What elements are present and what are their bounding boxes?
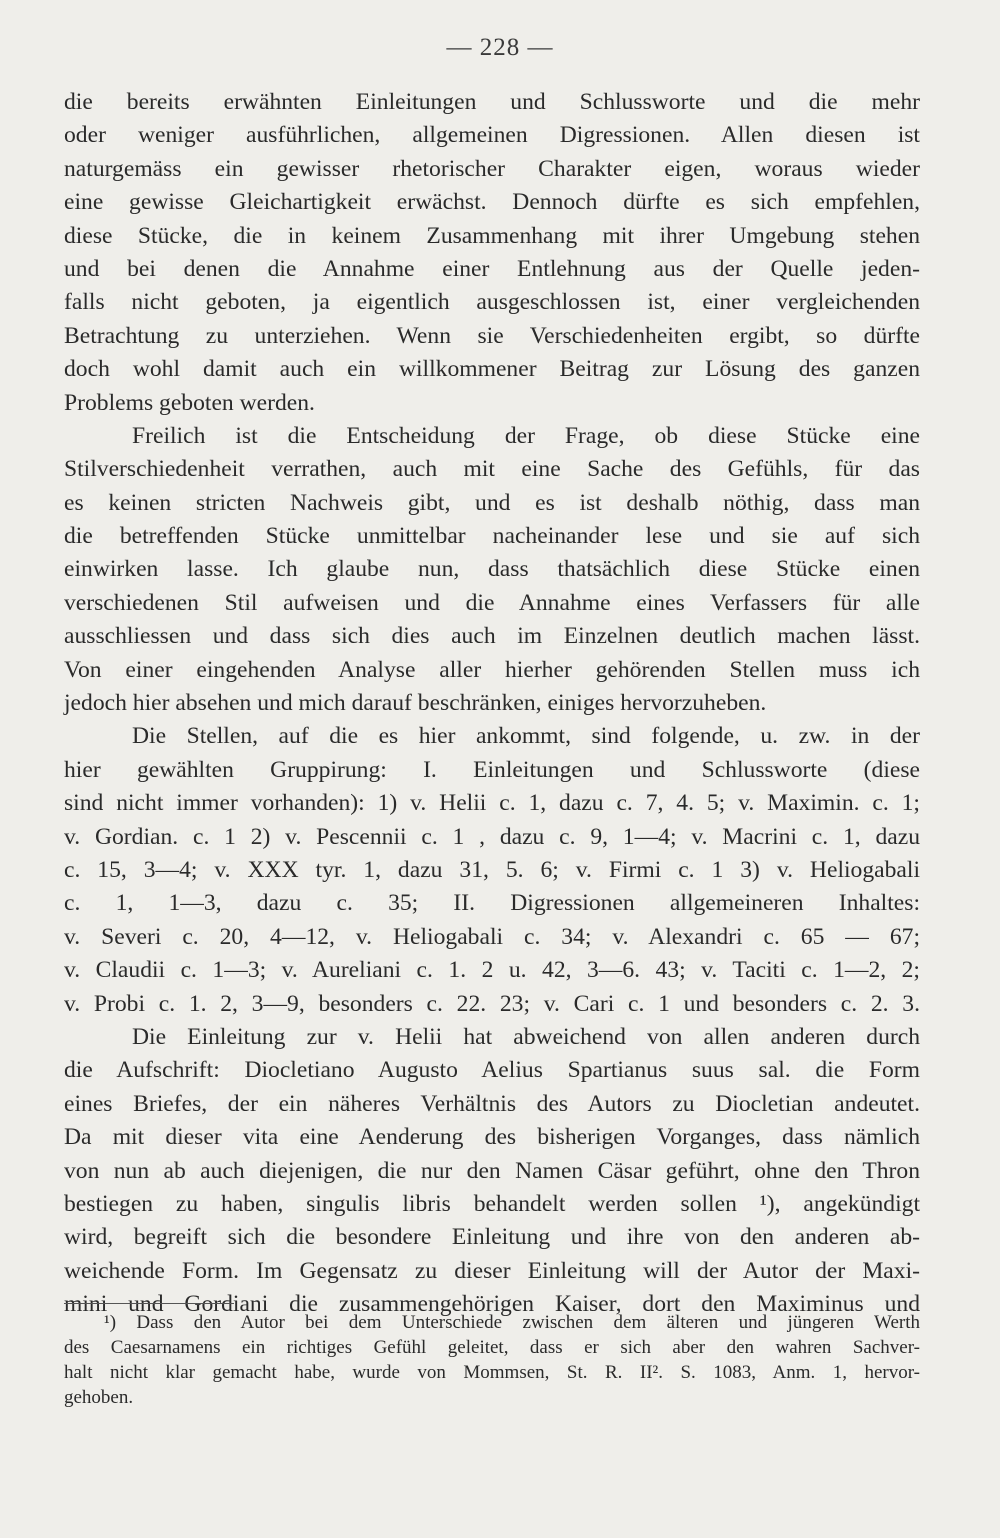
text-line: Stilverschiedenheit verrathen, auch mit eine Sache des Gefühls, für das bbox=[64, 456, 920, 483]
text-line: einwirken lasse. Ich glaube nun, dass thatsächlich diese Stücke einen bbox=[64, 556, 920, 583]
text-line: wird, begreift sich die besondere Einleitung und ihre von den anderen ab- bbox=[64, 1224, 920, 1251]
text-line: Da mit dieser vita eine Aenderung des bisherigen Vorganges, dass nämlich bbox=[64, 1124, 920, 1151]
text-line: bestiegen zu haben, singulis libris behandelt werden sollen ¹), angekündigt bbox=[64, 1190, 920, 1217]
text-line: falls nicht geboten, ja eigentlich ausgeschlossen ist, einer vergleichenden bbox=[64, 289, 920, 316]
text-line: v. Severi c. 20, 4—12, v. Heliogabali c. 34; v. Alexandri c. 65 — 67; bbox=[64, 923, 920, 950]
body-text bbox=[64, 86, 920, 1321]
text-line: Die Stellen, auf die es hier ankommt, sind folgende, u. zw. in der bbox=[132, 723, 920, 750]
text-line: mini und Gordiani die zusammengehörigen Kaiser, dort den Maximinus und bbox=[64, 1291, 920, 1318]
text-line: jedoch hier absehen und mich darauf beschränken, einiges hervorzuheben. bbox=[64, 690, 767, 717]
footnote-line: ¹) Dass den Autor bei dem Unterschiede zwischen dem älteren und jüngeren Werth bbox=[104, 1312, 920, 1333]
text-line: v. Probi c. 1. 2, 3—9, besonders c. 22. 23; v. Cari c. 1 und besonders c. 2. 3. bbox=[64, 990, 920, 1017]
text-line: die bereits erwähnten Einleitungen und Schlussworte und die mehr bbox=[64, 89, 920, 115]
text-line: v. Claudii c. 1—3; v. Aureliani c. 1. 2 u. 42, 3—6. 43; v. Taciti c. 1—2, 2; bbox=[64, 957, 920, 984]
text-line: doch wohl damit auch ein willkommener Beitrag zur Lösung des ganzen bbox=[64, 356, 920, 383]
footnote bbox=[64, 1310, 920, 1410]
footnote-line: des Caesarnamens ein richtiges Gefühl geleitet, dass er sich aber den wahren Sachver- bbox=[64, 1337, 920, 1358]
footnote-divider bbox=[64, 1303, 234, 1304]
text-line: Die Einleitung zur v. Helii hat abweichend von allen anderen durch bbox=[132, 1023, 920, 1050]
text-line: die Aufschrift: Diocletiano Augusto Aelius Spartianus suus sal. die Form bbox=[64, 1057, 920, 1084]
text-line: c. 1, 1—3, dazu c. 35; II. Digressionen allgemeineren Inhaltes: bbox=[64, 890, 920, 917]
text-line: und bei denen die Annahme einer Entlehnung aus der Quelle jeden- bbox=[64, 255, 920, 282]
text-line: verschiedenen Stil aufweisen und die Annahme eines Verfassers für alle bbox=[64, 589, 920, 616]
text-line: naturgemäss ein gewisser rhetorischer Charakter eigen, woraus wieder bbox=[64, 155, 920, 182]
text-line: eine gewisse Gleichartigkeit erwächst. Dennoch dürfte es sich empfehlen, bbox=[64, 189, 920, 216]
footnote-line: halt nicht klar gemacht habe, wurde von Mommsen, St. R. II². S. 1083, Anm. 1, hervor- bbox=[64, 1362, 920, 1383]
text-line: oder weniger ausführlichen, allgemeinen Digressionen. Allen diesen ist bbox=[64, 122, 920, 149]
text-line: es keinen stricten Nachweis gibt, und es ist deshalb nöthig, dass man bbox=[64, 489, 920, 516]
text-line: eines Briefes, der ein näheres Verhältnis des Autors zu Diocletian andeutet. bbox=[64, 1090, 920, 1117]
footnote-line: gehoben. bbox=[64, 1387, 134, 1408]
text-line: c. 15, 3—4; v. XXX tyr. 1, dazu 31, 5. 6; v. Firmi c. 1 3) v. Heliogabali bbox=[64, 856, 920, 883]
text-line: die betreffenden Stücke unmittelbar nacheinander lese und sie auf sich bbox=[64, 523, 920, 550]
text-line: Betrachtung zu unterziehen. Wenn sie Verschiedenheiten ergibt, so dürfte bbox=[64, 322, 920, 349]
text-line: sind nicht immer vorhanden): 1) v. Helii c. 1, dazu c. 7, 4. 5; v. Maximin. c. 1; bbox=[64, 790, 920, 817]
text-line: von nun ab auch diejenigen, die nur den Namen Cäsar geführt, ohne den Thron bbox=[64, 1157, 920, 1184]
page-number: — 228 — bbox=[446, 34, 554, 61]
text-line: v. Gordian. c. 1 2) v. Pescennii c. 1 , dazu c. 9, 1—4; v. Macrini c. 1, dazu bbox=[64, 823, 920, 850]
text-line: weichende Form. Im Gegensatz zu dieser Einleitung will der Autor der Maxi- bbox=[64, 1257, 920, 1284]
text-line: hier gewählten Gruppirung: I. Einleitungen und Schlussworte (diese bbox=[64, 756, 920, 783]
text-line: Von einer eingehenden Analyse aller hierher gehörenden Stellen muss ich bbox=[64, 656, 920, 683]
text-line: Problems geboten werden. bbox=[64, 389, 315, 416]
text-line: Freilich ist die Entscheidung der Frage, ob diese Stücke eine bbox=[132, 422, 920, 449]
text-line: diese Stücke, die in keinem Zusammenhang mit ihrer Umgebung stehen bbox=[64, 222, 920, 249]
text-line: ausschliessen und dass sich dies auch im Einzelnen deutlich machen lässt. bbox=[64, 623, 920, 650]
